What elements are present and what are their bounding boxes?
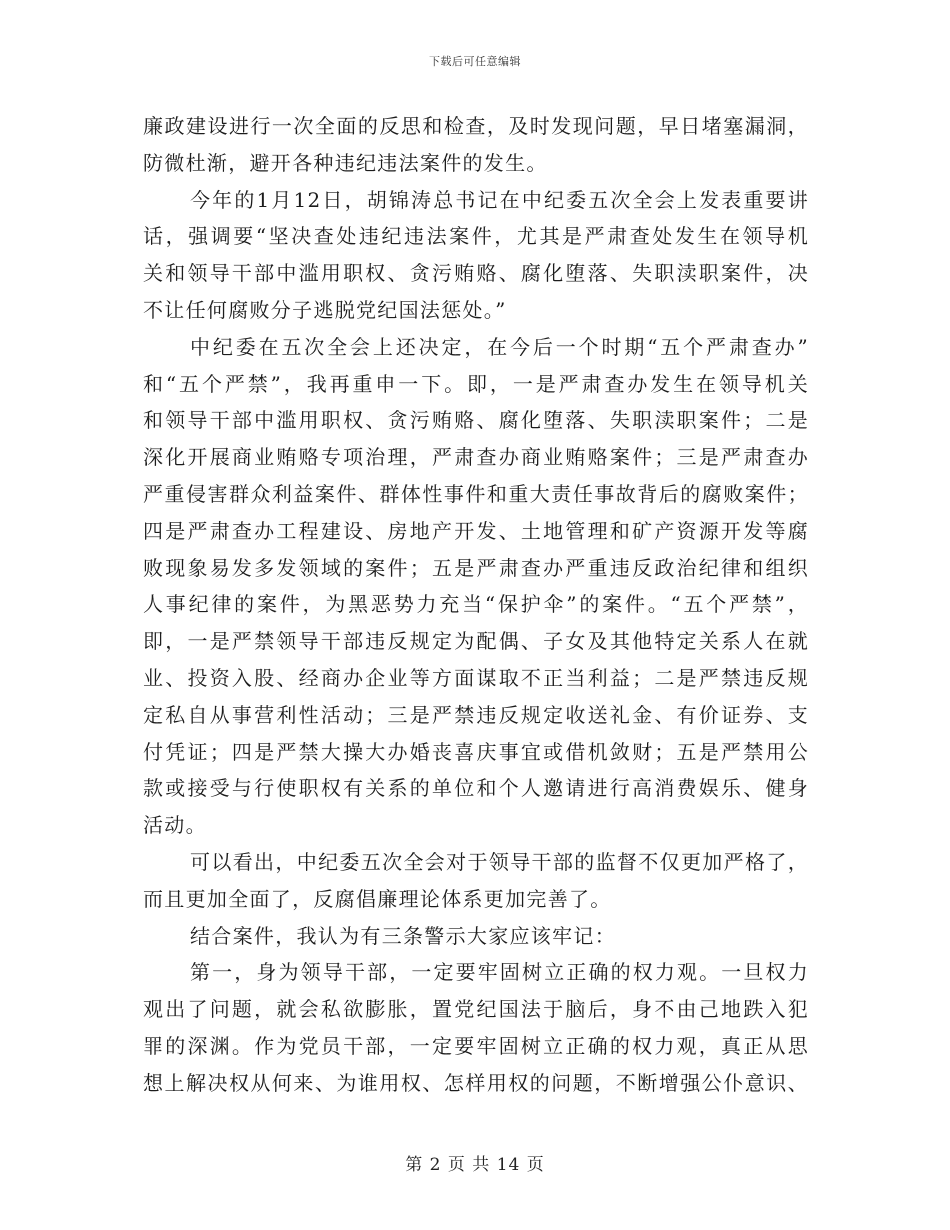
text-line: 不让任何腐败分子逃脱党纪国法惩处。”: [143, 297, 507, 322]
page-header-note: 下载后可任意编辑: [429, 55, 521, 68]
text-line: 付凭证；四是严禁大操大办婚丧喜庆事宜或借机敛财；五是严禁用公: [143, 739, 809, 764]
text-line: 深化开展商业贿赂专项治理，严肃查办商业贿赂案件；三是严肃查办: [143, 445, 809, 470]
paragraph: [143, 844, 809, 918]
text-line: 关和领导干部中滥用职权、贪污贿赂、腐化堕落、失职渎职案件，决: [143, 261, 809, 286]
text-line: 话，强调要“坚决查处违纪违法案件，尤其是严肃查处发生在领导机: [143, 224, 809, 249]
text-line: 第一，身为领导干部，一定要牢固树立正确的权力观。一旦权力: [190, 960, 809, 985]
text-line: 定私自从事营利性活动；三是严禁违反规定收送礼金、有价证券、支: [143, 702, 809, 727]
text-line: 业、投资入股、经商办企业等方面谋取不正当利益；二是严禁违反规: [143, 665, 809, 690]
paragraph: [143, 954, 809, 1101]
text-line: 即，一是严禁领导干部违反规定为配偶、子女及其他特定关系人在就: [143, 629, 809, 654]
text-line: 罪的深渊。作为党员干部，一定要牢固树立正确的权力观，真正从思: [143, 1033, 809, 1058]
text-line: 严重侵害群众利益案件、群体性事件和重大责任事故背后的腐败案件；: [143, 481, 809, 506]
text-line: 而且更加全面了，反腐倡廉理论体系更加完善了。: [143, 886, 612, 911]
text-line: 活动。: [143, 813, 207, 838]
text-line: 结合案件，我认为有三条警示大家应该牢记：: [190, 923, 616, 948]
document-body: [143, 108, 809, 1102]
text-line: 四是严肃查办工程建设、房地产开发、土地管理和矿产资源开发等腐: [143, 518, 809, 543]
paragraph: [143, 108, 809, 182]
paragraph: [143, 918, 809, 955]
text-line: 可以看出，中纪委五次全会对于领导干部的监督不仅更加严格了，: [190, 849, 809, 874]
text-line: 人事纪律的案件，为黑恶势力充当“保护伞”的案件。“五个严禁”，: [143, 592, 809, 617]
page-number: 第 2 页 共 14 页: [405, 1155, 545, 1175]
text-line: 中纪委在五次全会上还决定，在今后一个时期“五个严肃查办”: [190, 334, 809, 359]
text-line: 今年的1月12日，胡锦涛总书记在中纪委五次全会上发表重要讲: [190, 187, 809, 212]
text-line: 防微杜渐，避开各种违纪违法案件的发生。: [143, 150, 548, 175]
text-line: 和“五个严禁”，我再重申一下。即，一是严肃查办发生在领导机关: [143, 371, 809, 396]
text-line: 观出了问题，就会私欲膨胀，置党纪国法于脑后，身不由己地跌入犯: [143, 997, 809, 1022]
text-line: 款或接受与行使职权有关系的单位和个人邀请进行高消费娱乐、健身: [143, 776, 809, 801]
text-line: 想上解决权从何来、为谁用权、怎样用权的问题，不断增强公仆意识、: [143, 1070, 809, 1095]
text-line: 和领导干部中滥用职权、贪污贿赂、腐化堕落、失职渎职案件；二是: [143, 408, 809, 433]
text-line: 廉政建设进行一次全面的反思和检查，及时发现问题，早日堵塞漏洞，: [143, 114, 809, 138]
paragraph: [143, 329, 809, 844]
text-line: 败现象易发多发领域的案件；五是严肃查办严重违反政治纪律和组织: [143, 555, 809, 580]
paragraph: [143, 182, 809, 329]
